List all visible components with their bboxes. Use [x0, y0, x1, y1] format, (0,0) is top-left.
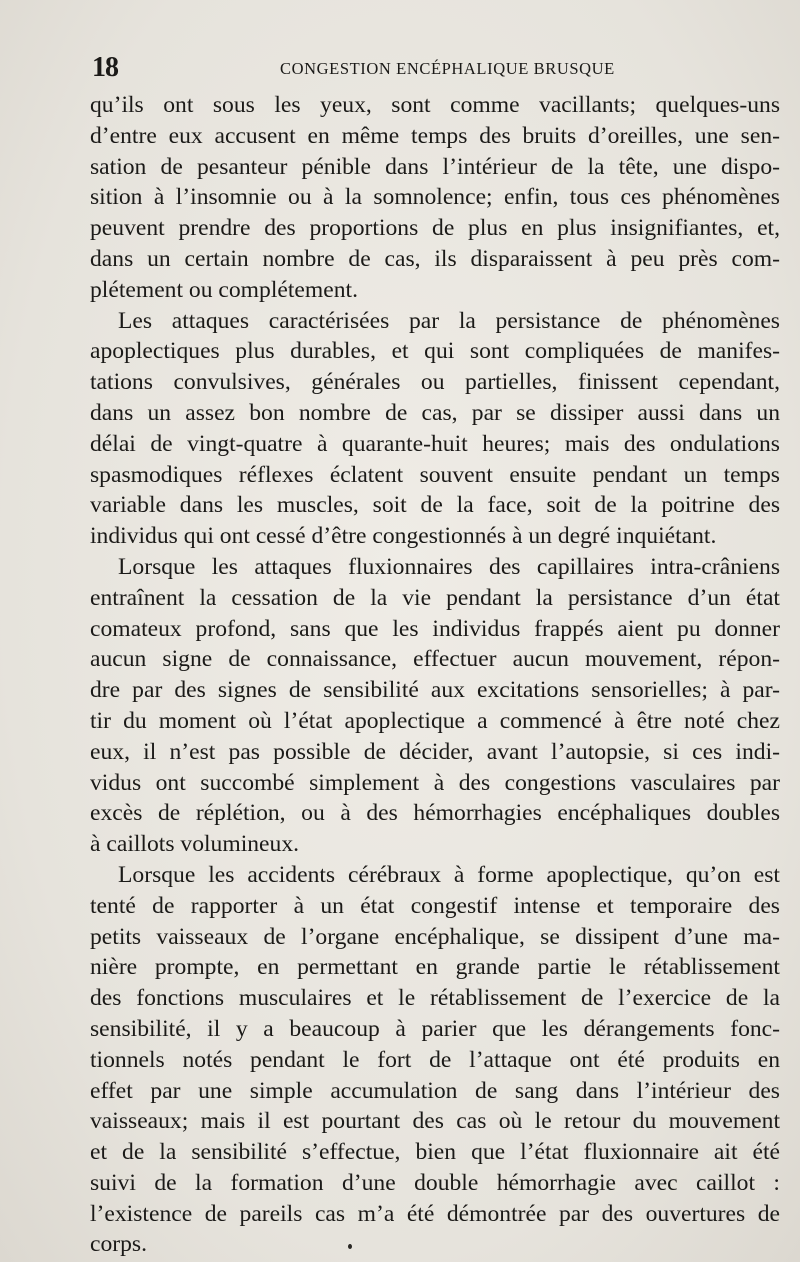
text-line: l’existence de pareils cas m’a été démontrée par des ouvertures de: [90, 1200, 780, 1227]
text-line: tations convulsives, générales ou partielles, finissent cependant,: [90, 369, 780, 396]
ink-speck: [348, 1244, 352, 1249]
text-line: dans un certain nombre de cas, ils disparaissent à peu près com-: [90, 245, 780, 272]
text-line: variable dans les muscles, soit de la face, soit de la poitrine des: [90, 492, 780, 519]
body-text: [90, 90, 780, 1260]
text-line: délai de vingt-quatre à quarante-huit heures; mais des ondulations: [90, 430, 780, 457]
text-line: tionnels notés pendant le fort de l’attaque ont été produits en: [90, 1046, 780, 1073]
text-line: peuvent prendre des proportions de plus en plus insignifiantes, et,: [90, 215, 780, 242]
text-line: suivi de la formation d’une double hémorrhagie avec caillot :: [90, 1169, 780, 1196]
text-line: spasmodiques réflexes éclatent souvent ensuite pendant un temps: [90, 461, 780, 488]
text-line: sation de pesanteur pénible dans l’intérieur de la tête, une dispo-: [90, 153, 780, 180]
text-line: excès de réplétion, ou à des hémorrhagies encéphaliques doubles: [90, 800, 780, 827]
text-line: tir du moment où l’état apoplectique a commencé à être noté chez: [90, 707, 780, 734]
text-line: dans un assez bon nombre de cas, par se dissiper aussi dans un: [90, 399, 780, 426]
text-line: Les attaques caractérisées par la persistance de phénomènes: [118, 307, 780, 334]
page-number: 18: [92, 52, 118, 83]
text-line: apoplectiques plus durables, et qui sont compliquées de manifes-: [90, 338, 780, 365]
text-line: d’entre eux accusent en même temps des bruits d’oreilles, une sen-: [90, 122, 780, 149]
text-line: nière prompte, en permettant en grande partie le rétablissement: [90, 954, 780, 981]
text-line: vidus ont succombé simplement à des congestions vasculaires par: [90, 769, 780, 796]
text-line: comateux profond, sans que les individus frappés aient pu donner: [90, 615, 780, 642]
text-line: corps.: [90, 1231, 148, 1258]
text-line: entraînent la cessation de la vie pendant la persistance d’un état: [90, 584, 780, 611]
paragraph: [90, 860, 780, 1260]
text-line: vaisseaux; mais il est pourtant des cas où le retour du mouvement: [90, 1108, 780, 1135]
text-line: des fonctions musculaires et le rétablissement de l’exercice de la: [90, 985, 780, 1012]
text-line: Lorsque les accidents cérébraux à forme apoplectique, qu’on est: [118, 861, 780, 888]
text-line: effet par une simple accumulation de sang dans l’intérieur des: [90, 1077, 780, 1104]
text-line: dre par des signes de sensibilité aux excitations sensorielles; à par-: [90, 677, 780, 704]
paragraph: [90, 306, 780, 552]
text-line: Lorsque les attaques fluxionnaires des capillaires intra-crâniens: [118, 553, 780, 580]
text-line: sition à l’insomnie ou à la somnolence; enfin, tous ces phénomènes: [90, 184, 780, 211]
paragraph: [90, 552, 780, 860]
paragraph: [90, 90, 780, 306]
text-line: individus qui ont cessé d’être congestionnés à un degré inquiétant.: [90, 523, 717, 550]
text-line: tenté de rapporter à un état congestif intense et temporaire des: [90, 892, 780, 919]
text-line: aucun signe de connaissance, effectuer aucun mouvement, répon-: [90, 646, 780, 673]
text-line: à caillots volumineux.: [90, 831, 300, 858]
text-line: petits vaisseaux de l’organe encéphalique, se dissipent d’une ma-: [90, 923, 780, 950]
text-line: sensibilité, il y a beaucoup à parier que les dérangements fonc-: [90, 1015, 780, 1042]
running-title: CONGESTION ENCÉPHALIQUE BRUSQUE: [280, 59, 615, 78]
text-line: et de la sensibilité s’effectue, bien que l’état fluxionnaire ait été: [90, 1139, 780, 1166]
text-line: qu’ils ont sous les yeux, sont comme vacillants; quelques-uns: [90, 92, 780, 118]
text-line: eux, il n’est pas possible de décider, avant l’autopsie, si ces indi-: [90, 738, 780, 765]
page-header: [92, 52, 782, 88]
text-line: plétement ou complétement.: [90, 276, 358, 303]
